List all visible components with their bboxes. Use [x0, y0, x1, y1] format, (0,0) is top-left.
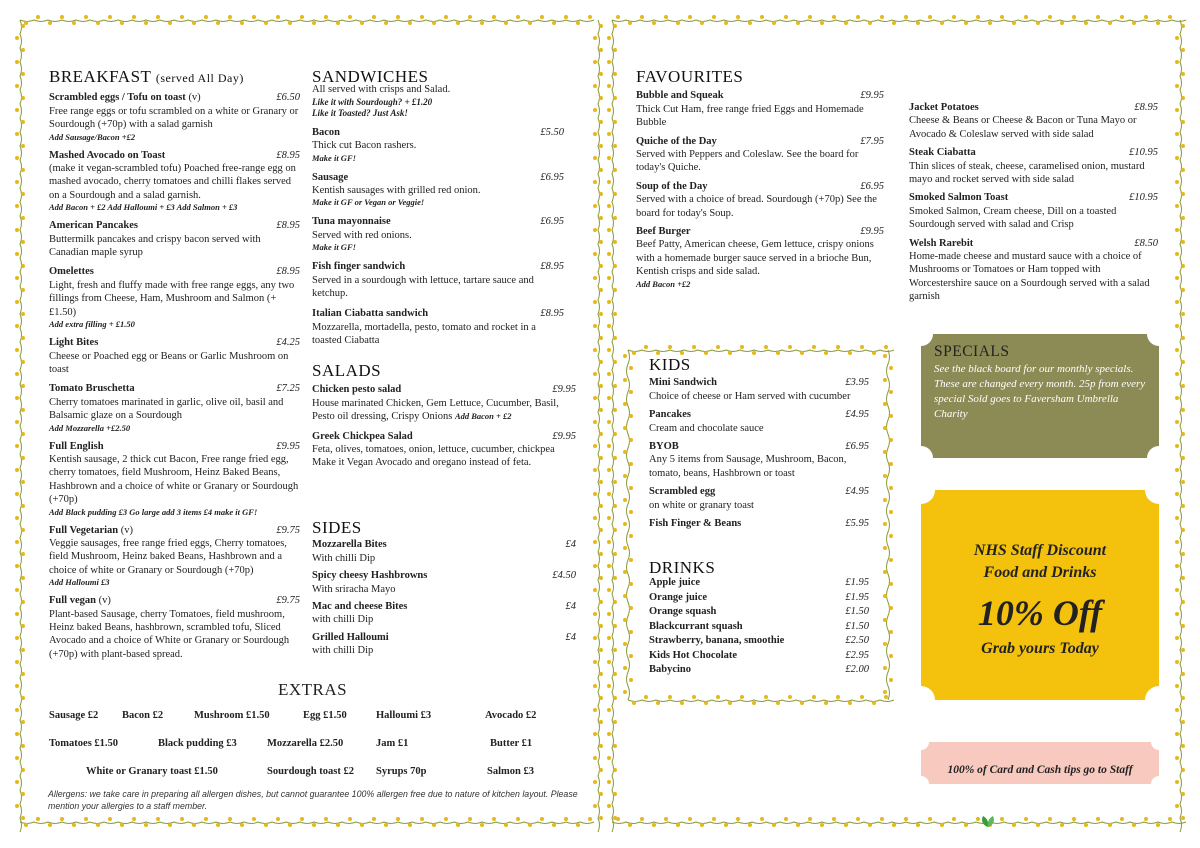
menu-item-description: Served with Peppers and Coleslaw. See the board for today's Quiche. — [636, 149, 859, 174]
menu-item — [636, 180, 884, 220]
menu-item-name-text: Sausage — [312, 171, 349, 183]
menu-item-name — [649, 408, 691, 421]
menu-item — [649, 485, 869, 512]
menu-item-header — [49, 594, 300, 607]
menu-item-price: £9.95 — [860, 90, 884, 102]
menu-item-name — [909, 146, 976, 159]
menu-item-header — [49, 91, 300, 104]
menu-item-header — [312, 126, 564, 139]
menu-item-description: Mozzarella, mortadella, pesto, tomato and rocket in a toasted Ciabatta — [312, 321, 536, 347]
menu-item-description: Buttermilk pancakes and crispy bacon served with Canadian maple syrup — [49, 233, 261, 259]
menu-item-description: on white or granary toast — [649, 499, 754, 511]
menu-item-header — [312, 307, 564, 320]
menu-item-price: £8.95 — [540, 261, 564, 273]
extra-item: Black pudding £3 — [158, 738, 237, 749]
menu-item-header — [649, 485, 869, 498]
allergen-notice: Allergens: we take care in preparing all allergen dishes, but cannot guarantee 100% allergen free due to nature of kitchen layout. Please mention your allergies to a staff member. — [48, 789, 578, 811]
menu-item-header — [49, 219, 300, 232]
menu-item-name-text: Full vegan — [49, 595, 96, 607]
favourites-right-items — [909, 101, 1158, 304]
menu-item-header — [909, 237, 1158, 250]
menu-item — [649, 408, 869, 435]
menu-item-tag: (v) — [120, 524, 134, 536]
menu-item-name-text: BYOB — [649, 441, 679, 453]
drink-price: £1.50 — [845, 606, 869, 618]
menu-item — [312, 383, 576, 423]
menu-item-price: £4 — [565, 539, 576, 551]
menu-item-price: £6.95 — [540, 171, 564, 183]
menu-item-name — [312, 600, 407, 613]
kids-title: KIDS — [649, 355, 691, 374]
menu-item — [49, 336, 300, 376]
extra-item: Sausage £2 — [49, 710, 99, 721]
menu-item — [312, 260, 564, 300]
menu-item-tag: (v) — [188, 92, 201, 104]
menu-item-name — [312, 215, 391, 228]
menu-item-description: Cherry tomatoes marinated in garlic, olive oil, basil and Balsamic glaze on a Sourdough — [49, 396, 284, 422]
menu-item-description: With chilli Dip — [312, 552, 376, 564]
menu-item — [49, 382, 300, 433]
menu-item-description: Served with red onions. — [312, 229, 412, 241]
menu-item-description: Cream and chocolate sauce — [649, 422, 764, 434]
menu-item-description: with chilli Dip — [312, 645, 374, 657]
drink-price: £1.95 — [845, 591, 869, 603]
menu-item-name-text: Mac and cheese Bites — [312, 601, 408, 613]
extra-item: Egg £1.50 — [303, 710, 347, 721]
menu-item-name-text: Mozzarella Bites — [312, 539, 387, 551]
drink-row — [649, 576, 869, 591]
extra-item: Mushroom £1.50 — [194, 710, 270, 721]
menu-item-description: Thick cut Bacon rashers. — [312, 140, 417, 152]
menu-item — [636, 135, 884, 175]
tips-panel — [921, 742, 1159, 784]
menu-item-header — [312, 538, 576, 551]
menu-item-name — [649, 517, 741, 530]
extras-title: EXTRAS — [278, 680, 348, 699]
menu-item-name — [49, 524, 133, 537]
menu-item-name — [312, 631, 389, 644]
favourites-section — [636, 67, 884, 290]
menu-item — [909, 101, 1158, 141]
menu-item — [49, 524, 300, 589]
menu-item-description: Kentish sausages with grilled red onion. — [312, 185, 481, 197]
menu-item-header — [636, 89, 884, 102]
menu-item-price: £9.95 — [552, 384, 576, 396]
menu-item-description: Veggie sausages, free range fried eggs, Cherry tomatoes, field Mushroom, Heinz baked Beans, Hashbrown and a choice of white or Granary or Sourdough (+70p) — [49, 537, 287, 576]
menu-item-header — [49, 265, 300, 278]
menu-item — [312, 215, 564, 253]
drink-row — [649, 649, 869, 664]
sandwiches-title: SANDWICHES — [312, 67, 429, 86]
menu-item-note: Add Bacon + £2 Add Halloumi + £3 Add Salmon + £3 — [49, 202, 238, 213]
extra-item: Sourdough toast £2 — [267, 766, 354, 777]
nhs-cta: Grab yours Today — [981, 640, 1099, 657]
menu-item-name — [312, 383, 401, 396]
drink-price: £2.00 — [845, 664, 869, 676]
menu-item-description: With sriracha Mayo — [312, 583, 396, 595]
sides-section — [312, 518, 576, 658]
extra-item: Halloumi £3 — [376, 710, 432, 721]
drinks-title: DRINKS — [649, 558, 716, 577]
menu-item-name — [649, 440, 679, 453]
side-items — [312, 538, 576, 657]
menu-item-name — [49, 265, 94, 278]
menu-item — [649, 517, 869, 530]
menu-item-price: £4.95 — [845, 486, 869, 498]
menu-item-header — [909, 101, 1158, 114]
breakfast-items — [49, 91, 300, 661]
menu-item-price: £7.95 — [860, 135, 884, 147]
menu-item-price: £3.95 — [845, 377, 869, 389]
menu-item-name — [636, 135, 717, 148]
menu-item — [312, 171, 564, 209]
menu-item-name-text: Scrambled egg — [649, 486, 716, 498]
menu-item-name — [49, 219, 138, 232]
menu-item-name — [49, 149, 165, 162]
menu-item-header — [909, 191, 1158, 204]
menu-item-price: £6.95 — [845, 441, 869, 453]
menu-item-price: £8.95 — [1134, 102, 1158, 113]
menu-item-name — [312, 538, 387, 551]
extra-item: Jam £1 — [376, 738, 409, 749]
menu-item-description: Cheese & Beans or Cheese & Bacon or Tuna Mayo or Avocado & Coleslaw served with side salad — [909, 115, 1137, 140]
menu-item-price: £10.95 — [1129, 147, 1158, 159]
menu-item-name-text: Fish finger sandwich — [312, 261, 406, 273]
menu-item-header — [312, 260, 564, 273]
menu-item-header — [312, 171, 564, 184]
menu-item-name — [49, 382, 135, 395]
salad-items — [312, 383, 576, 469]
drink-price: £1.50 — [845, 620, 869, 632]
menu-item-name-text: Grilled Halloumi — [312, 631, 389, 643]
drink-price: £1.95 — [845, 577, 869, 589]
sandwich-items — [312, 126, 564, 348]
menu-item — [49, 265, 300, 330]
menu-item-name-text: Steak Ciabatta — [909, 147, 976, 159]
menu-item-price: £9.95 — [860, 226, 884, 238]
menu-item-description: Cheese or Poached egg or Beans or Garlic Mushroom on toast — [49, 350, 289, 375]
menu-item-name — [909, 191, 1008, 204]
favourites-left-items — [636, 89, 884, 289]
menu-item-name-text: Greek Chickpea Salad — [312, 430, 413, 442]
menu-item-name — [649, 485, 715, 498]
menu-item-name — [312, 260, 405, 273]
menu-item-name-text: Welsh Rarebit — [909, 237, 974, 249]
menu-item-price: £6.95 — [540, 216, 564, 228]
menu-item — [49, 91, 300, 142]
menu-item-name — [312, 126, 340, 139]
drink-row — [649, 663, 869, 678]
extra-item: Avocado £2 — [485, 710, 537, 721]
menu-item — [636, 89, 884, 129]
menu-item-description: Plant-based Sausage, cherry Tomatoes, field mushroom, Heinz baked Beans, hashbrown, scrambled tofu, Sliced Avocado and a choice of White or Granary or Sourdough (+70p) with plant-based spread. — [49, 608, 290, 660]
sides-title: SIDES — [312, 518, 362, 537]
menu-item-header — [312, 600, 576, 613]
menu-item-name — [636, 89, 724, 102]
menu-item-header — [636, 180, 884, 193]
menu-item-price: £10.95 — [1129, 192, 1158, 204]
menu-item-name-text: American Pancakes — [49, 220, 138, 232]
nhs-line1: NHS Staff Discount — [973, 542, 1107, 559]
menu-item-name — [909, 237, 973, 250]
menu-item-name-text: Beef Burger — [636, 226, 691, 238]
menu-item-price: £4.95 — [845, 409, 869, 421]
breakfast-title: BREAKFAST (served All Day) — [49, 67, 244, 86]
drink-name: Strawberry, banana, smoothie — [649, 635, 785, 647]
menu-item-name — [636, 180, 707, 193]
menu-item-price: £6.95 — [860, 180, 884, 192]
extra-item: Salmon £3 — [487, 766, 534, 777]
breakfast-section — [49, 67, 300, 661]
menu-item-name-text: Quiche of the Day — [636, 135, 717, 147]
menu-item-price: £4.25 — [276, 337, 300, 349]
menu-item-description: Thick Cut Ham, free range fried Eggs and Homemade Bubble — [636, 103, 864, 129]
menu-item-header — [636, 225, 884, 238]
menu-item-header — [649, 440, 869, 453]
menu-item-header — [49, 382, 300, 395]
menu-item-description: Served in a sourdough with lettuce, tartare sauce and ketchup. — [312, 274, 534, 300]
salads-title: SALADS — [312, 361, 382, 380]
specials-content — [934, 344, 1154, 422]
sandwiches-section — [312, 67, 564, 348]
menu-item-name — [312, 307, 428, 320]
menu-item-header — [312, 215, 564, 228]
menu-item-name-text: Spicy cheesy Hashbrowns — [312, 570, 428, 582]
menu-item-note: Add Sausage/Bacon +£2 — [49, 131, 136, 142]
leaf-logo-icon — [980, 814, 996, 828]
menu-item-description: Smoked Salmon, Cream cheese, Dill on a toasted Sourdough served with salad and Crisp — [909, 205, 1117, 231]
nhs-discount-content — [921, 490, 1159, 660]
drink-name: Apple juice — [649, 577, 701, 589]
kids-section — [649, 355, 869, 530]
menu-item-price: £9.95 — [276, 440, 300, 452]
menu-item-name-text: Full Vegetarian — [49, 524, 119, 536]
menu-item-note: Make it GF! — [312, 242, 356, 253]
menu-item-name-text: Italian Ciabatta sandwich — [312, 308, 429, 320]
menu-item-price: £4.50 — [552, 570, 576, 582]
menu-item-header — [49, 440, 300, 453]
menu-item-name-text: Pancakes — [649, 409, 691, 421]
menu-item-description: Light, fresh and fluffy made with free range eggs, any two fillings from Cheese, Ham, Mushroom and Salmon (+£1.50) — [49, 279, 295, 318]
menu-item-price: £9.75 — [276, 524, 300, 536]
menu-item-name-text: Bacon — [312, 126, 341, 138]
favourites-title: FAVOURITES — [636, 67, 744, 86]
tips-text: 100% of Card and Cash tips go to Staff — [947, 764, 1133, 776]
menu-item-note: Make it GF or Vegan or Veggie! — [312, 197, 425, 208]
menu-item-name-text: Omelettes — [49, 266, 94, 278]
drinks-items — [649, 576, 869, 678]
menu-item-price: £8.95 — [276, 220, 300, 232]
menu-item — [649, 376, 869, 403]
drink-name: Orange squash — [649, 606, 717, 618]
menu-item-name — [636, 225, 691, 238]
menu-item — [909, 237, 1158, 304]
salads-section — [312, 361, 576, 470]
menu-item-tag: (v) — [98, 595, 111, 607]
menu-item-name-text: Smoked Salmon Toast — [909, 192, 1009, 204]
menu-item-price: £4 — [565, 631, 576, 643]
menu-item-header — [909, 146, 1158, 159]
menu-item-name — [909, 101, 979, 114]
menu-item — [49, 149, 300, 214]
drink-row — [649, 620, 869, 635]
menu-item-note: Add Mozzarella +£2.50 — [49, 422, 131, 433]
menu-item-note: Make it GF! — [312, 152, 356, 163]
menu-item-price: £8.95 — [540, 308, 564, 320]
menu-item-header — [49, 149, 300, 162]
menu-item-name — [649, 376, 717, 389]
sandwiches-note-toasted: Like it Toasted? Just Ask! — [312, 107, 408, 118]
extra-item: Bacon £2 — [122, 710, 164, 721]
menu-item-description: Home-made cheese and mustard sauce with a choice of Mushrooms or Tomatoes or Ham topped with Worcestershire sauce on a Sourdough served with a salad garnish — [909, 251, 1150, 303]
menu-item — [909, 146, 1158, 186]
drink-name: Orange juice — [649, 591, 708, 603]
drink-name: Kids Hot Chocolate — [649, 649, 738, 661]
menu-item-name-text: Mini Sandwich — [649, 377, 717, 389]
menu-item-name-text: Soup of the Day — [636, 180, 708, 192]
menu-item-description: Any 5 items from Sausage, Mushroom, Bacon, tomato, beans, Hashbrown or toast — [649, 454, 847, 479]
drink-name: Babycino — [649, 664, 692, 676]
drink-row — [649, 605, 869, 620]
extra-item: Syrups 70p — [376, 766, 427, 777]
menu-item-description: Choice of cheese or Ham served with cucumber — [649, 390, 851, 402]
menu-item — [49, 594, 300, 661]
menu-item — [312, 307, 564, 347]
menu-item-name-text: Chicken pesto salad — [312, 384, 402, 396]
menu-item-header — [649, 376, 869, 389]
menu-item-name-text: Bubble and Squeak — [636, 90, 724, 102]
menu-item-price: £7.25 — [276, 383, 300, 395]
menu-item-name — [49, 594, 111, 607]
menu-item-header — [312, 631, 576, 644]
menu-item-name — [312, 430, 413, 443]
menu-item-price: £8.95 — [276, 149, 300, 161]
menu-item-header — [649, 408, 869, 421]
menu-item-note: Add Bacon + £2 — [454, 411, 512, 422]
menu-item-header — [312, 569, 576, 582]
drink-price: £2.50 — [845, 635, 869, 647]
menu-item-price: £9.75 — [276, 595, 300, 607]
menu-item-name — [49, 91, 201, 104]
drink-row — [649, 634, 869, 649]
menu-item-name-text: Tomato Bruschetta — [49, 383, 135, 395]
menu-item — [312, 569, 576, 596]
menu-item — [649, 440, 869, 480]
specials-text: See the black board for our monthly specials. These are changed every month. 25p from every special Sold goes to Faversham Umbrella Charity — [934, 363, 1146, 420]
extra-item: Butter £1 — [490, 738, 533, 749]
extra-item: White or Granary toast £1.50 — [86, 766, 218, 777]
menu-item-name — [49, 336, 98, 349]
menu-item — [909, 191, 1158, 231]
menu-item — [312, 430, 576, 470]
menu-item-price: £6.50 — [276, 92, 300, 104]
menu-item — [636, 225, 884, 290]
menu-item-name-text: Light Bites — [49, 337, 99, 349]
menu-item-description: House marinated Chicken, Gem Lettuce, Cucumber, Basil, Pesto oil dressing, Crispy Onions Add Bacon + £2 — [312, 397, 559, 423]
menu-item — [312, 126, 564, 164]
menu-item-name — [312, 171, 348, 184]
menu-item-description: Served with a choice of bread. Sourdough (+70p) See the board for today's Soup. — [636, 194, 877, 219]
menu-item — [49, 440, 300, 518]
menu-item-note: Add extra filling + £1.50 — [49, 319, 135, 330]
drinks-section — [649, 558, 869, 678]
nhs-offer: 10% Off — [977, 593, 1103, 633]
menu-item-note: Add Black pudding £3 Go large add 3 items £4 make it GF! — [49, 506, 258, 517]
menu-item-header — [49, 524, 300, 537]
menu-item — [312, 631, 576, 658]
menu-item-header — [636, 135, 884, 148]
drink-price: £2.95 — [845, 649, 869, 661]
menu-item-description: Feta, olives, tomatoes, onion, lettuce, cucumber, chickpea Make it Vegan Avocado and oregano instead of feta. — [312, 444, 555, 469]
menu-item-name-text: Tuna mayonnaise — [312, 216, 391, 228]
sandwiches-note-sourdough: Like it with Sourdough? + £1.20 — [312, 96, 433, 107]
menu-item-description: Beef Patty, American cheese, Gem lettuce, crispy onions with a homemade burger sauce served in a brioche Bun, Kentish crisps and side salad. — [636, 239, 874, 278]
menu-item-price: £9.95 — [552, 430, 576, 442]
menu-item-name-text: Scrambled eggs / Tofu on toast — [49, 92, 186, 104]
menu-item-name — [49, 440, 104, 453]
menu-item-price: £8.50 — [1134, 237, 1158, 249]
menu-item-note: Add Bacon +£2 — [636, 278, 691, 289]
menu-item-description: Kentish sausage, 2 thick cut Bacon, Free range fried egg, cherry tomatoes, field Mushroom, Heinz Baked Beans, Hashbrown and a choice of white or Granary or Sourdough (+70p) — [49, 453, 299, 506]
menu-item — [312, 600, 576, 627]
drink-row — [649, 591, 869, 606]
nhs-line2: Food and Drinks — [983, 564, 1097, 581]
extra-item: Mozzarella £2.50 — [267, 738, 344, 749]
menu-item-header — [312, 430, 576, 443]
specials-title: SPECIALS — [934, 343, 1010, 360]
menu-item-name-text: Mashed Avocado on Toast — [49, 149, 166, 161]
menu-item-price: £5.95 — [845, 518, 869, 530]
menu-item-name-text: Fish Finger & Beans — [649, 518, 742, 530]
menu-item-header — [649, 517, 869, 530]
kids-items — [649, 376, 869, 530]
menu-item-description: Free range eggs or tofu scrambled on a white or Granary or Sourdough (+70p) with a salad garnish — [49, 105, 299, 131]
menu-item — [49, 219, 300, 259]
menu-item-description: (make it vegan-scrambled tofu) Poached free-range egg on mashed avocado, cherry tomatoes and chilli flakes served on a Sourdough and a salad garnish. — [49, 163, 296, 201]
menu-item-description: with chilli Dip — [312, 614, 374, 626]
menu-item-description: Thin slices of steak, cheese, caramelised onion, mustard mayo and rocket served with side salad — [909, 160, 1145, 186]
menu-item-header — [49, 336, 300, 349]
menu-item-header — [312, 383, 576, 396]
menu-item-price: £5.50 — [540, 126, 564, 138]
menu-item-name — [312, 569, 427, 582]
menu-item-name-text: Full English — [49, 440, 104, 452]
menu-item-price: £4 — [565, 601, 576, 613]
menu-item — [312, 538, 576, 565]
menu-item-name-text: Jacket Potatoes — [909, 102, 979, 113]
drink-name: Blackcurrant squash — [649, 620, 743, 632]
extra-item: Tomatoes £1.50 — [49, 738, 119, 749]
favourites-right-section — [909, 96, 1158, 304]
menu-item-note: Add Halloumi £3 — [49, 577, 110, 588]
sandwiches-intro: All served with crisps and Salad. — [312, 84, 451, 96]
menu-item-price: £8.95 — [276, 266, 300, 278]
